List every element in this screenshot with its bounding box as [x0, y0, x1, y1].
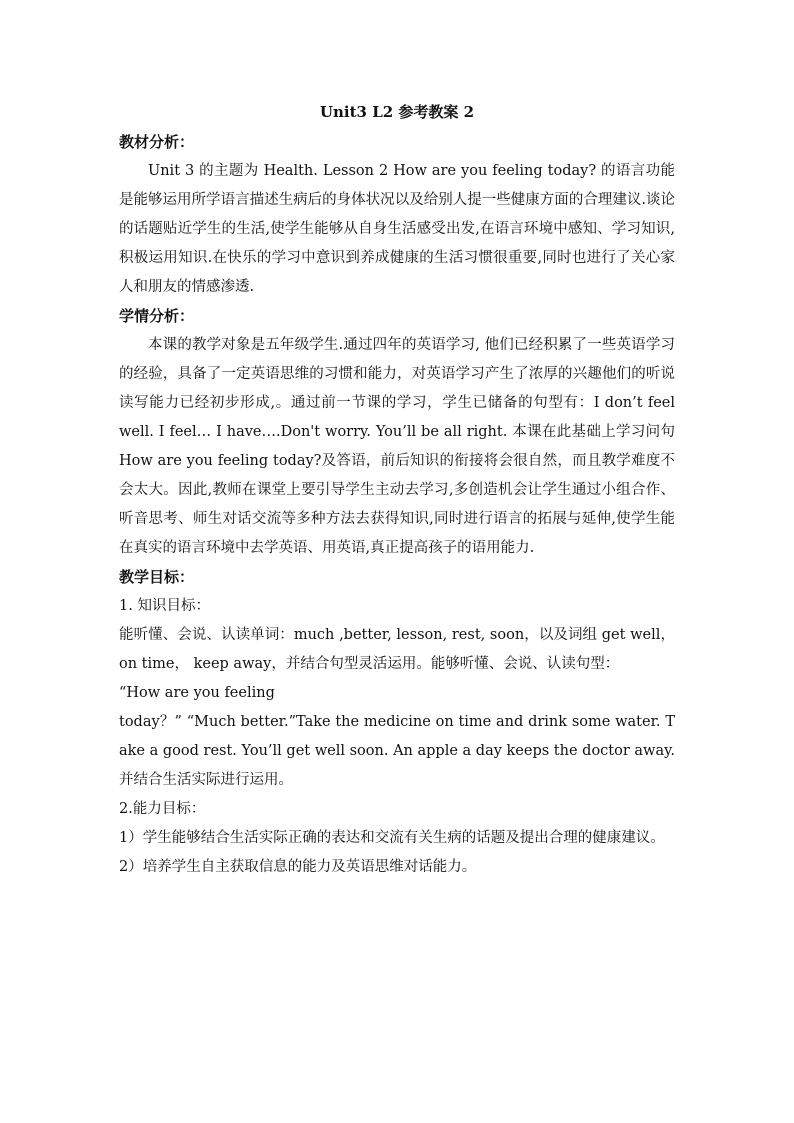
- document-content: [119, 100, 675, 882]
- section-heading-students: 学情分析：: [119, 307, 195, 325]
- ability-objective-item-2: 2）培养学生自主获取信息的能力及英语思维对话能力。: [119, 859, 477, 875]
- document-title: Unit3 L2 参考教案 2: [319, 103, 475, 121]
- section-heading-objectives: 教学目标：: [119, 568, 195, 586]
- students-paragraph: 本课的教学对象是五年级学生.通过四年的英语学习, 他们已经积累了一些英语学习的经验，具备了一定英语思维的习惯和能力，对英语学习产生了浓厚的兴趣他们的听说读写能力已经初步形成,。通过前一节课的学习，学生已储备的句型有：I don’t feel well. I feel… I have….Don't worry. You’ll be all right. 本课在此基础上学习问句 How are you feeling today?及答语，前后知识的衔接将会很自然，而且教学难度不会太大。因此,教师在课堂上要引导学生主动去学习,多创造机会让学生通过小组合作、听音思考、师生对话交流等多种方法去获得知识,同时进行语言的拓展与延伸,使学生能在真实的语言环境中去学英语、用英语,真正提高孩子的语用能力.: [119, 337, 675, 556]
- knowledge-objective-text-1: 能听懂、会说、认读单词：much ,better, lesson, rest, soon，以及词组 get well，on time， keep away，并结合句型灵活运用。能够听懂、会说、认读句型：: [119, 627, 675, 672]
- knowledge-objective-heading: 1. 知识目标：: [119, 598, 210, 614]
- knowledge-objective-text-3: today？” “Much better.”Take the medicine on time and drink some water. Take a good rest. You’ll get well soon. An apple a day keeps the doctor away. 并结合生活实际进行运用。: [119, 714, 675, 788]
- materials-paragraph: Unit 3 的主题为 Health. Lesson 2 How are you feeling today? 的语言功能是能够运用所学语言描述生病后的身体状况以及给别人提一些健康方面的合理建议.谈论的话题贴近学生的生活,使学生能够从自身生活感受出发,在语言环境中感知、学习知识,积极运用知识.在快乐的学习中意识到养成健康的生活习惯很重要,同时也进行了关心家人和朋友的情感渗透.: [119, 163, 675, 295]
- section-heading-materials: 教材分析：: [119, 133, 195, 151]
- ability-objective-item-1: 1）学生能够结合生活实际正确的表达和交流有关生病的话题及提出合理的健康建议。: [119, 830, 665, 846]
- ability-objective-heading: 2.能力目标：: [119, 801, 206, 817]
- knowledge-objective-text-2: “How are you feeling: [119, 685, 275, 701]
